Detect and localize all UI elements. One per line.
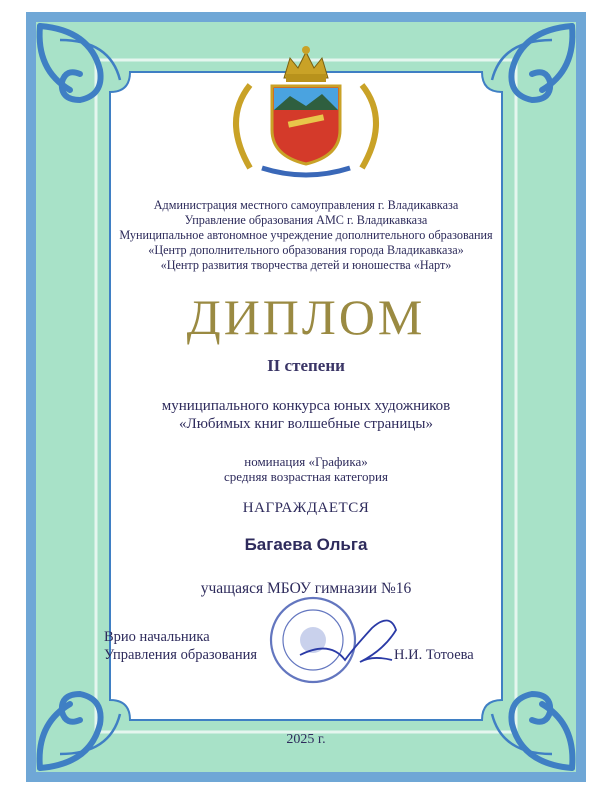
header-line-institution: Муниципальное автономное учреждение дополнительного образования [119, 228, 493, 242]
signer-position-line1: Врио начальника [104, 629, 210, 645]
diploma-title: ДИПЛОМ [186, 289, 426, 345]
awarded-label: НАГРАЖДАЕТСЯ [242, 500, 370, 516]
contest-name-line1: муниципального конкурса юных художников [161, 398, 451, 414]
diploma-degree: II степени [267, 356, 345, 375]
header-line-center: «Центр дополнительного образования города Владикавказа» [148, 243, 464, 257]
header-line-nart: «Центр развития творчества детей и юношества «Нарт» [160, 258, 452, 272]
recipient-name: Багаева Ольга [244, 535, 368, 554]
age-category: средняя возрастная категория [224, 469, 388, 484]
signer-position [104, 628, 257, 664]
header-line-administration: Администрация местного самоуправления г. Владикавказа [153, 198, 459, 212]
header-line-education-dept: Управление образования АМС г. Владикавказа [184, 213, 428, 227]
nomination: номинация «Графика» [244, 454, 368, 469]
recipient-info: учащаяся МБОУ гимназии №16 [200, 580, 412, 597]
diploma-year: 2025 г. [286, 732, 326, 747]
signer-position-line2: Управления образования [104, 647, 258, 663]
contest-name-line2: «Любимых книг волшебные страницы» [179, 416, 433, 432]
signer-name: Н.И. Тотоева [394, 647, 474, 663]
